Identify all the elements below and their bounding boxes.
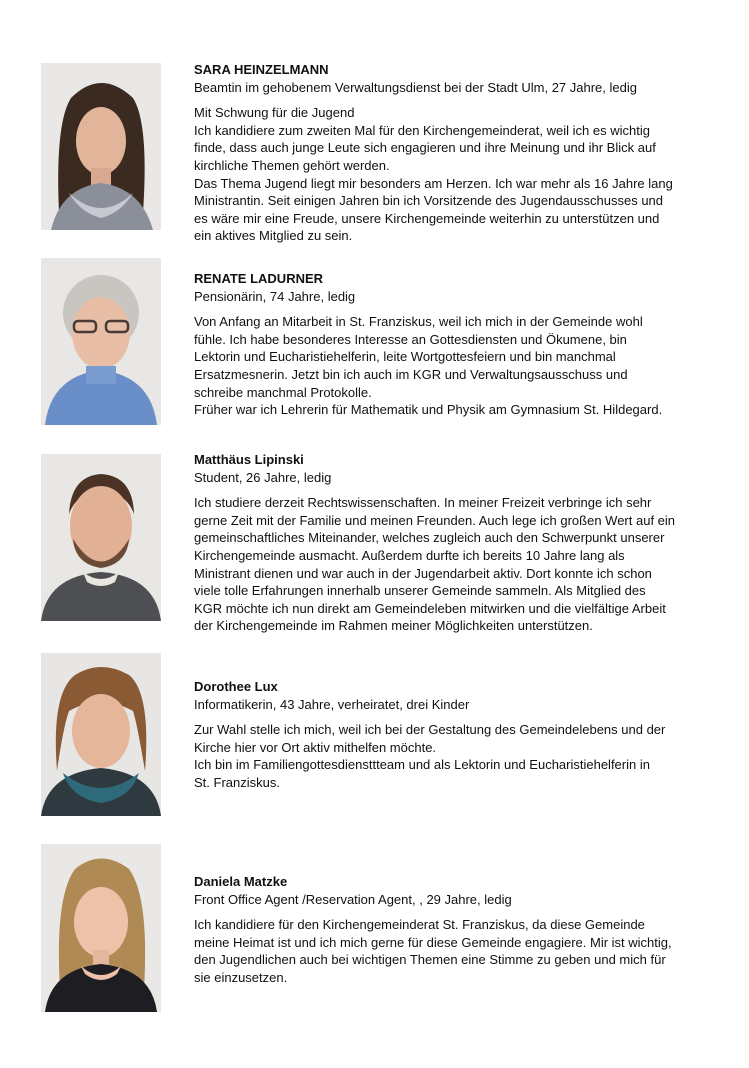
candidate-text	[194, 451, 709, 635]
description-line: schreibe manchmal Protokolle.	[194, 384, 372, 400]
description-line: Ersatzmesnerin. Jetzt bin ich auch im KGR und Verwaltungsausschuss und	[194, 366, 628, 382]
candidate-description	[194, 104, 709, 245]
candidate-subtitle: Informatikerin, 43 Jahre, verheiratet, drei Kinder	[194, 696, 470, 712]
candidate-name: RENATE LADURNER	[194, 271, 324, 286]
description-line: St. Franziskus.	[194, 774, 280, 790]
candidate-name: Matthäus Lipinski	[194, 452, 304, 467]
description-line: Das Thema Jugend liegt mir besonders am Herzen. Ich war mehr als 16 Jahre lang	[194, 175, 673, 191]
candidate-name: Dorothee Lux	[194, 679, 278, 694]
description-line: gerne Zeit mit der Familie und meinen Freunden. Auch lege ich großen Wert auf ein	[194, 512, 676, 528]
portrait-photo	[41, 653, 161, 816]
candidate-name: Daniela Matzke	[194, 874, 288, 889]
description-line: kirchliche Themen gehört werden.	[194, 157, 390, 173]
candidate-subtitle: Front Office Agent /Reservation Agent, , 29 Jahre, ledig	[194, 891, 512, 907]
candidate-description	[194, 916, 709, 986]
portrait-photo	[41, 63, 161, 230]
description-line: Lektorin und Eucharistiehelferin, leite Wortgottesfeiern und bin manchmal	[194, 349, 616, 365]
description-line: Mit Schwung für die Jugend	[194, 105, 355, 121]
description-line: Ich kandidiere für den Kirchengemeinderat St. Franziskus, da diese Gemeinde	[194, 917, 645, 933]
description-line: es wäre mir eine Freude, unsere Kirchengemeinde weiterhin zu unterstützen und	[194, 210, 660, 226]
candidate-text	[194, 270, 709, 419]
description-line: Kirchengemeinde ausmacht. Außerdem durfte ich bereits 10 Jahre lang als	[194, 547, 625, 563]
candidate-text	[194, 678, 709, 792]
description-line: Ich kandidiere zum zweiten Mal für den Kirchengemeinderat, weil ich es wichtig	[194, 122, 650, 138]
description-line: Ich bin im Familiengottesdiensttteam und als Lektorin und Eucharistiehelferin in	[194, 757, 650, 773]
description-line: Von Anfang an Mitarbeit in St. Franziskus, weil ich mich in der Gemeinde wohl	[194, 314, 643, 330]
portrait-photo	[41, 258, 161, 425]
description-line: den Jugendlichen auch bei wichtigen Themen eine Stimme zu geben und mich für	[194, 952, 666, 968]
candidate-subtitle: Pensionärin, 74 Jahre, ledig	[194, 288, 356, 304]
candidate-description	[194, 494, 709, 635]
description-line: Ich studiere derzeit Rechtswissenschaften. In meiner Freizeit verbringe ich sehr	[194, 495, 652, 511]
description-line: Früher war ich Lehrerin für Mathematik und Physik am Gymnasium St. Hildegard.	[194, 402, 663, 418]
candidate-text	[194, 873, 709, 987]
description-line: viele tolle Erfahrungen innerhalb unserer Gemeinde sammeln. Als Mitglied des	[194, 583, 646, 599]
candidate-name: SARA HEINZELMANN	[194, 62, 329, 77]
description-line: fühle. Ich habe besonderes Interesse an Gottesdiensten und Ökumene, bin	[194, 331, 627, 347]
portrait-photo	[41, 844, 161, 1012]
description-line: meine Heimat ist und ich mich gerne für diese Gemeinde engagiere. Mir ist wichtig,	[194, 934, 672, 950]
description-line: Ministrantin. Seit einigen Jahren bin ich Vorsitzende des Jugendausschusses und	[194, 193, 664, 209]
portrait-photo	[41, 454, 161, 621]
description-line: ein aktives Mitglied zu sein.	[194, 228, 353, 244]
description-line: KGR möchte ich nun direkt am Gemeindeleben mitwirken und die vielfältige Arbeit	[194, 600, 666, 616]
candidate-subtitle: Student, 26 Jahre, ledig	[194, 469, 332, 485]
candidate-description	[194, 721, 709, 791]
candidate-description	[194, 313, 709, 419]
description-line: gemeinschaftliches Miteinander, welches zugleich auch den Schwerpunkt unserer	[194, 530, 665, 546]
description-line: Kirche hier vor Ort aktiv mithelfen möchte.	[194, 739, 437, 755]
description-line: finde, dass auch junge Leute sich engagieren und ihre Meinung und ihr Blick auf	[194, 140, 656, 156]
description-line: Ministrant dienen und war auch in der Jugendarbeit aktiv. Dort konnte ich schon	[194, 565, 652, 581]
description-line: sie einzusetzen.	[194, 969, 288, 985]
description-line: der Kirchengemeinde im Rahmen meiner Möglichkeiten unterstützen.	[194, 618, 593, 634]
candidate-text	[194, 61, 709, 245]
candidate-subtitle: Beamtin im gehobenem Verwaltungsdienst bei der Stadt Ulm, 27 Jahre, ledig	[194, 79, 637, 95]
description-line: Zur Wahl stelle ich mich, weil ich bei der Gestaltung des Gemeindelebens und der	[194, 722, 666, 738]
